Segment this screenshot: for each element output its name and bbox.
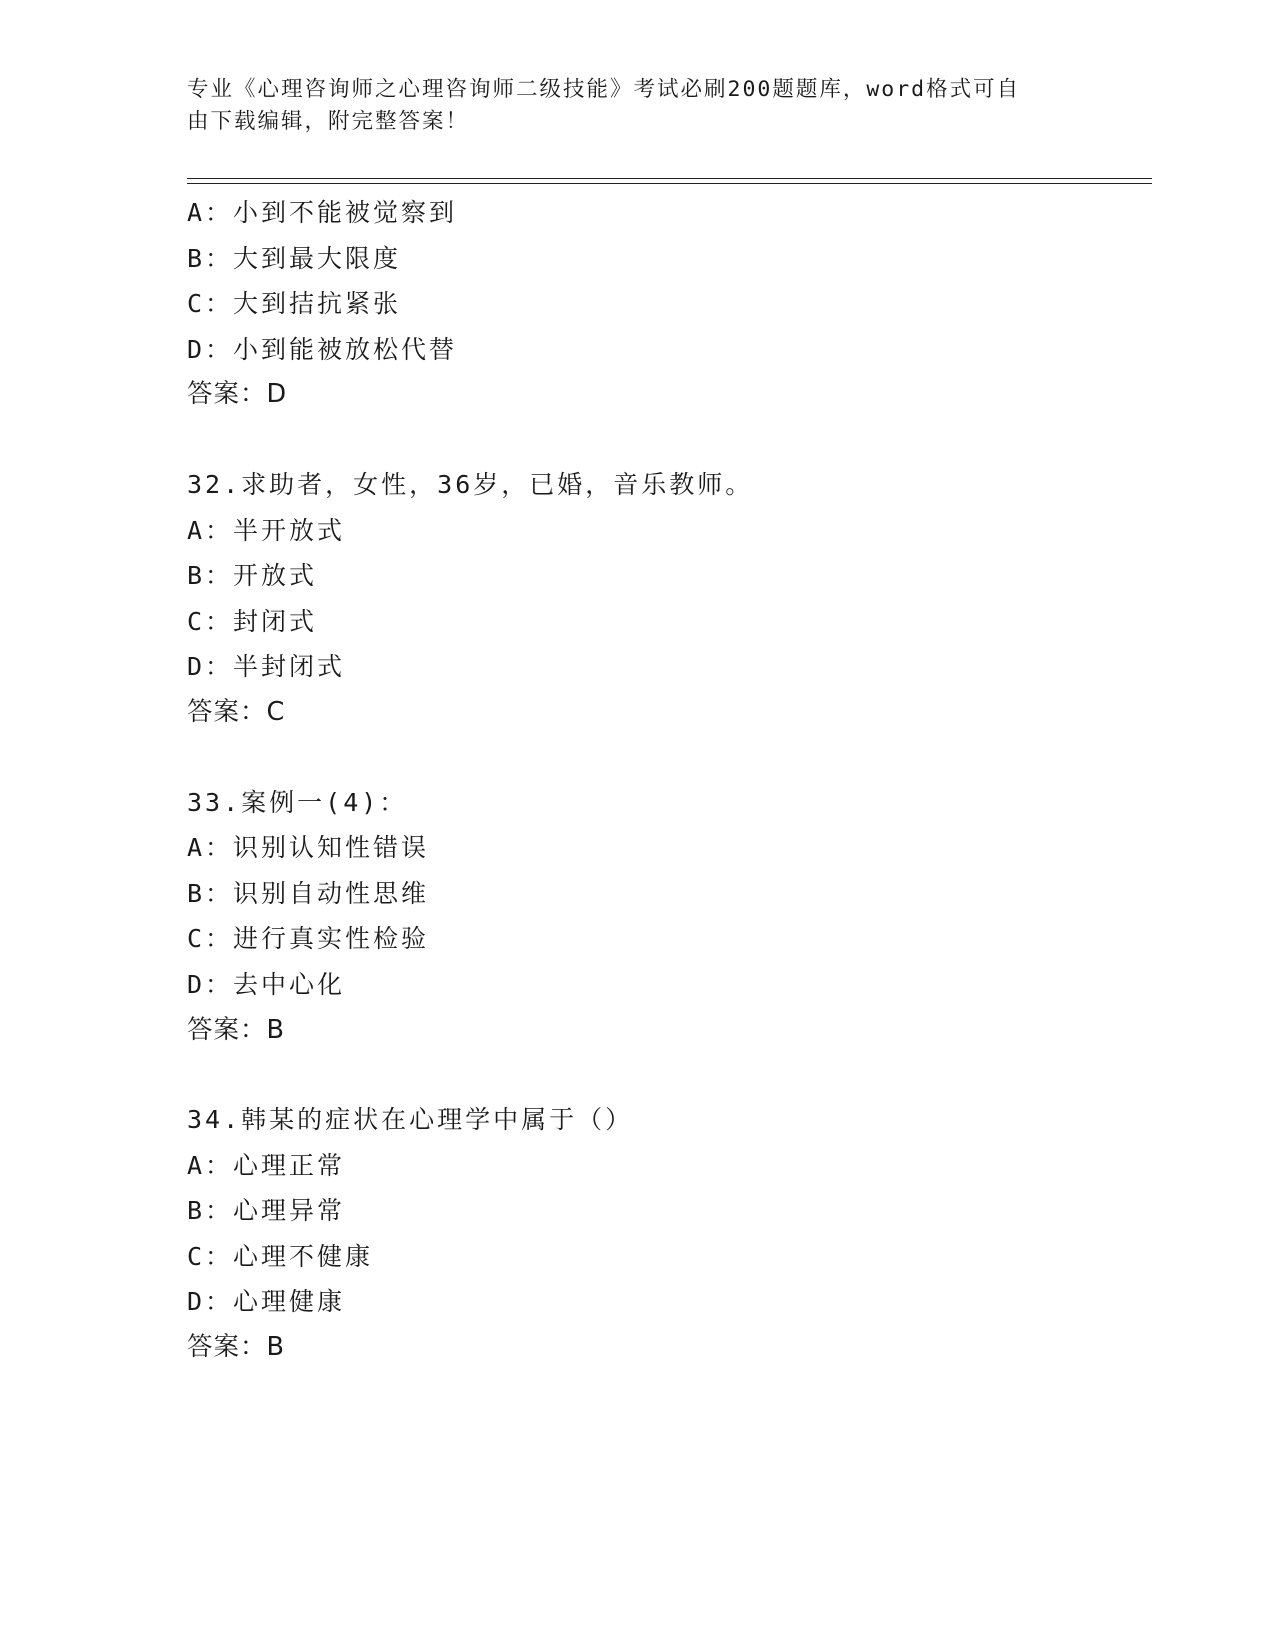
option-c: C：大到拮抗紧张: [187, 289, 402, 319]
option-b: B：开放式: [187, 561, 318, 591]
option-b: B：识别自动性思维: [187, 878, 430, 908]
question-block-33: [187, 780, 1147, 1054]
header-line-1: 专业《心理咨询师之心理咨询师二级技能》考试必刷200题题库，word格式可自: [187, 77, 1021, 102]
option-d: D：半封闭式: [187, 652, 346, 682]
option-a: A：半开放式: [187, 515, 346, 545]
option-c: C：封闭式: [187, 606, 318, 636]
answer-line: 答案：B: [187, 1014, 285, 1045]
question-list: [187, 190, 1147, 1371]
header-divider-bottom: [187, 183, 1152, 184]
question-stem: 33.案例一(4)：: [187, 787, 408, 817]
document-header: [187, 74, 1067, 138]
header-line-2: 由下载编辑，附完整答案！: [187, 109, 470, 134]
answer-line: 答案：B: [187, 1332, 285, 1363]
option-a: A：小到不能被觉察到: [187, 198, 458, 227]
option-b: B：心理异常: [187, 1196, 346, 1226]
question-stem: 32.求助者，女性，36岁，已婚，音乐教师。: [187, 469, 754, 499]
option-d: D：去中心化: [187, 969, 346, 999]
option-d: D：心理健康: [187, 1287, 346, 1317]
option-a: A：识别认知性错误: [187, 833, 430, 863]
option-c: C：进行真实性检验: [187, 924, 430, 954]
option-a: A：心理正常: [187, 1150, 346, 1180]
question-block-continued: [187, 190, 1147, 418]
answer-line: 答案：C: [187, 696, 286, 727]
header-divider-top: [187, 178, 1152, 179]
option-c: C：心理不健康: [187, 1241, 374, 1271]
question-block-34: [187, 1097, 1147, 1371]
question-block-32: [187, 462, 1147, 736]
answer-line: 答案：D: [187, 379, 288, 410]
question-stem: 34.韩某的症状在心理学中属于（）: [187, 1105, 634, 1135]
option-b: B：大到最大限度: [187, 243, 402, 273]
option-d: D：小到能被放松代替: [187, 334, 458, 364]
